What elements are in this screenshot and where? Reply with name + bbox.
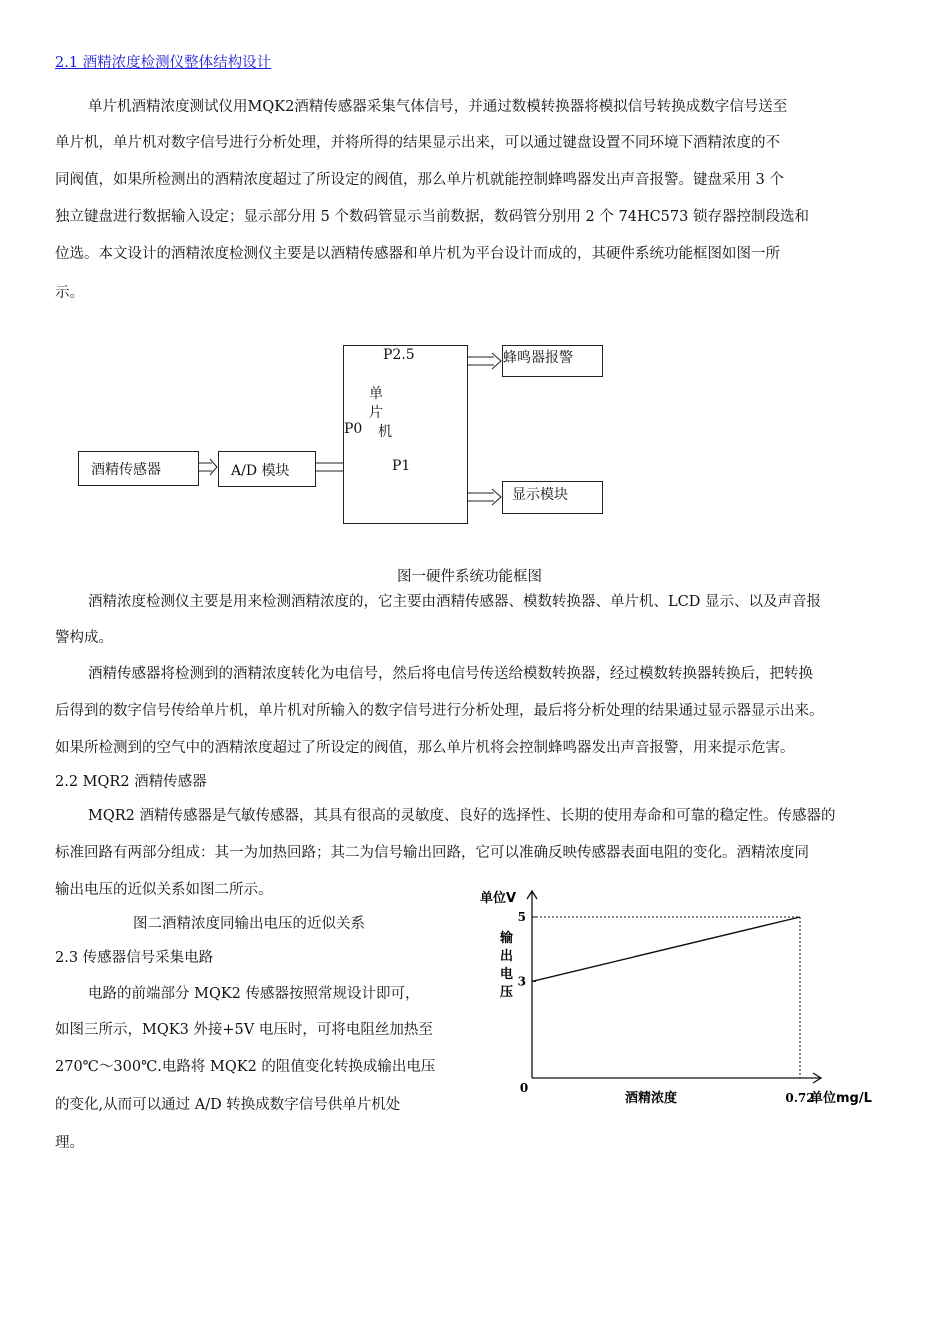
- ad-block: [218, 451, 316, 487]
- mcu-char-1: 单: [369, 386, 383, 402]
- diagram-connectors: [0, 0, 950, 600]
- text-line: 理。: [55, 1135, 84, 1151]
- text-line: 电路的前端部分 MQK2 传感器按照常规设计即可，: [88, 986, 420, 1002]
- p1-label: P1: [392, 458, 411, 474]
- y-axis-label-char: 输: [500, 931, 514, 946]
- text-line: 270℃～300℃.电路将 MQK2 的阻值变化转换成输出电压: [55, 1059, 436, 1075]
- x-tick-label: 0: [519, 1081, 529, 1095]
- text-line: 同阀值，如果所检测出的酒精浓度超过了所设定的阀值，那么单片机就能控制蜂鸣器发出声音报警。键盘采用 3 个: [55, 172, 784, 188]
- text-line: 独立键盘进行数据输入设定；显示部分用 5 个数码管显示当前数据，数码管分别用 2 个 74HC573 锁存器控制段选和: [55, 209, 809, 225]
- figure-1-caption: 图一硬件系统功能框图: [397, 569, 542, 585]
- y-unit-label: 单位V: [480, 891, 517, 906]
- p0-label: P0: [344, 421, 363, 437]
- buzzer-block: [502, 345, 603, 377]
- x-tick-label: 0.72: [785, 1091, 815, 1105]
- section-heading-2-2: 2.2 MQR2 酒精传感器: [55, 774, 207, 790]
- sensor-label: 酒精传感器: [91, 462, 161, 478]
- x-axis-label: 酒精浓度: [625, 1091, 678, 1106]
- text-line: 单片机，单片机对数字信号进行分析处理，并将所得的结果显示出来，可以通过键盘设置不同环境下酒精浓度的不: [55, 135, 780, 151]
- mcu-block: [343, 345, 468, 524]
- text-line: 的变化,从而可以通过 A/D 转换成数字信号供单片机处: [55, 1097, 401, 1113]
- mcu-char-2: 片: [369, 405, 383, 421]
- y-tick-label: 3: [517, 974, 526, 989]
- y-axis-label-char: 出: [500, 949, 514, 964]
- y-axis-label-char: 电: [500, 967, 514, 982]
- text-line: 后得到的数字信号传给单片机，单片机对所输入的数字信号进行分析处理，最后将分析处理的结果通过显示器显示出来。: [55, 703, 824, 719]
- display-label: 显示模块: [512, 487, 568, 503]
- text-line: 酒精浓度检测仪主要是用来检测酒精浓度的，它主要由酒精传感器、模数转换器、单片机、LCD 显示、以及声音报: [88, 594, 821, 610]
- section-heading-2-1[interactable]: 2.1 酒精浓度检测仪整体结构设计: [55, 55, 272, 71]
- text-line: 警构成。: [55, 630, 113, 646]
- text-line: 单片机酒精浓度测试仪用MQK2酒精传感器采集气体信号，并通过数模转换器将模拟信号转换成数字信号送至: [88, 99, 788, 115]
- display-block: [502, 481, 603, 514]
- x-unit-label: 单位mg/L: [810, 1091, 872, 1106]
- text-line: 位选。本文设计的酒精浓度检测仪主要是以酒精传感器和单片机为平台设计而成的，其硬件系统功能框图如图一所: [55, 246, 780, 262]
- chart-plot: [470, 880, 890, 1120]
- p25-label: P2.5: [383, 347, 415, 363]
- voltage-concentration-chart: [470, 880, 890, 1120]
- text-line: 如图三所示，MQK3 外接+5V 电压时，可将电阻丝加热至: [55, 1022, 433, 1038]
- text-line: 如果所检测到的空气中的酒精浓度超过了所设定的阀值，那么单片机将会控制蜂鸣器发出声音报警，用来提示危害。: [55, 740, 795, 756]
- text-line: 标准回路有两部分组成：其一为加热回路；其二为信号输出回路，它可以准确反映传感器表面电阻的变化。酒精浓度同: [55, 845, 809, 861]
- text-line: 输出电压的近似关系如图二所示。: [55, 882, 273, 898]
- mcu-char-3: 机: [378, 424, 392, 440]
- y-axis-label-char: 压: [500, 985, 514, 1000]
- series-line: [532, 917, 800, 981]
- text-line: 示。: [55, 285, 84, 301]
- figure-2-caption: 图二酒精浓度同输出电压的近似关系: [133, 916, 365, 932]
- text-line: MQR2 酒精传感器是气敏传感器，其具有很高的灵敏度、良好的选择性、长期的使用寿命和可靠的稳定性。传感器的: [88, 808, 836, 824]
- sensor-block: [78, 451, 199, 486]
- ad-label: A/D 模块: [231, 463, 290, 479]
- y-tick-label: 5: [517, 910, 526, 924]
- section-heading-2-3: 2.3 传感器信号采集电路: [55, 950, 214, 966]
- text-line: 酒精传感器将检测到的酒精浓度转化为电信号，然后将电信号传送给模数转换器，经过模数转换器转换后，把转换: [88, 666, 813, 682]
- buzzer-label: 蜂鸣器报警: [503, 350, 573, 366]
